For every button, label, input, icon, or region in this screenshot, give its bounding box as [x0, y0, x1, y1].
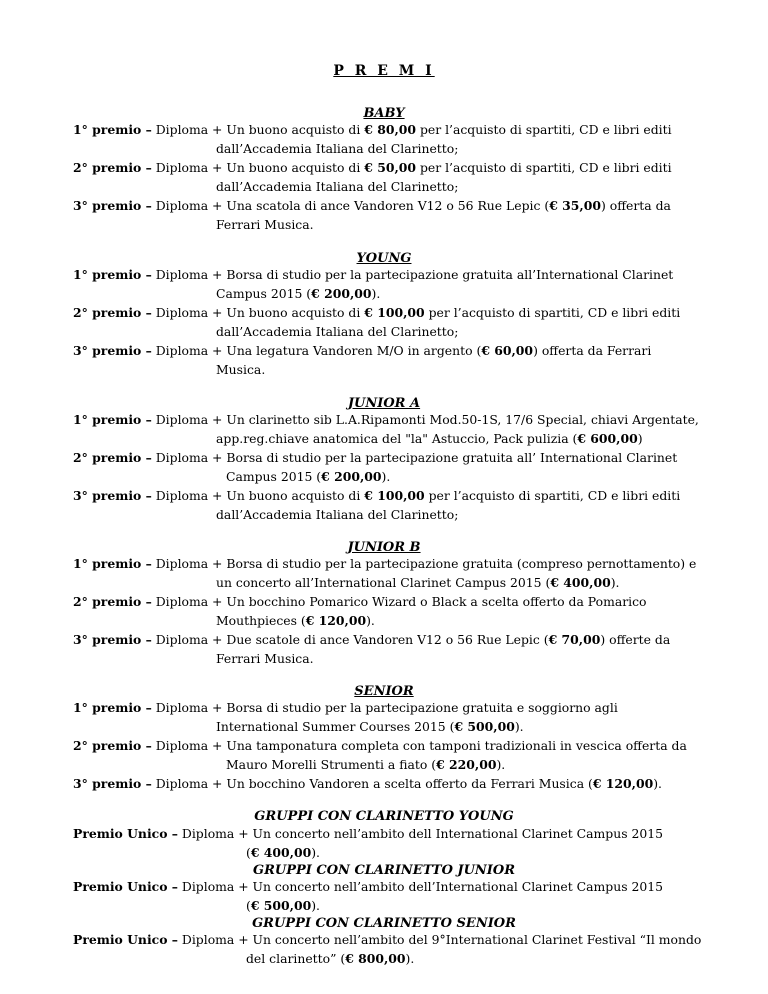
prize-line: 2° premio – Diploma + Un buono acquisto di € 50,00 per l’acquisto di spartiti, CD e libri editi [73, 160, 672, 175]
prize-line-continuation: Campus 2015 (€ 200,00). [216, 286, 381, 301]
prize-line-continuation: Ferrari Musica. [216, 651, 314, 666]
group-prize-line-continuation: del clarinetto” (€ 800,00). [246, 951, 415, 966]
prize-line-continuation: dall’Accademia Italiana del Clarinetto; [216, 324, 459, 339]
prize-line: 2° premio – Diploma + Una tamponatura completa con tamponi tradizionali in vescica offerta da [73, 738, 687, 753]
prize-line-continuation: dall’Accademia Italiana del Clarinetto; [216, 179, 459, 194]
prize-line: 1° premio – Diploma + Un clarinetto sib L.A.Ripamonti Mod.50-1S, 17/6 Special, chiavi Argentate, [73, 412, 699, 427]
section-heading-senior: SENIOR [354, 684, 414, 699]
prize-line: 2° premio – Diploma + Un bocchino Pomarico Wizard o Black a scelta offerto da Pomarico [73, 594, 647, 609]
prize-line: 1° premio – Diploma + Borsa di studio per la partecipazione gratuita e soggiorno agli [73, 700, 618, 715]
prize-line: 1° premio – Diploma + Borsa di studio per la partecipazione gratuita all’International Clarinet [73, 267, 674, 282]
prize-line-continuation: un concerto all’International Clarinet Campus 2015 (€ 400,00). [216, 575, 620, 590]
prize-line-continuation: dall’Accademia Italiana del Clarinetto; [216, 141, 459, 156]
prize-line: 1° premio – Diploma + Un buono acquisto di € 80,00 per l’acquisto di spartiti, CD e libri editi [73, 122, 672, 137]
group-prize-line: Premio Unico – Diploma + Un concerto nell’ambito dell International Clarinet Campus 2015 [73, 826, 664, 841]
group-prize-line: Premio Unico – Diploma + Un concerto nell’ambito del 9°International Clarinet Festival “Il mondo [73, 932, 702, 947]
prize-line: 3° premio – Diploma + Una scatola di ance Vandoren V12 o 56 Rue Lepic (€ 35,00) offerta da [73, 198, 671, 213]
prize-line-continuation: Mauro Morelli Strumenti a fiato (€ 220,00). [226, 757, 506, 772]
prize-line-continuation: International Summer Courses 2015 (€ 500,00). [216, 719, 524, 734]
group-heading-senior: GRUPPI CON CLARINETTO SENIOR [252, 916, 516, 931]
prize-line-continuation: Musica. [216, 362, 266, 377]
group-heading-junior: GRUPPI CON CLARINETTO JUNIOR [252, 863, 516, 878]
prize-line: 2° premio – Diploma + Borsa di studio per la partecipazione gratuita all’ International Clarinet [73, 450, 678, 465]
group-prize-line-continuation: (€ 500,00). [246, 898, 320, 913]
prize-line: 3° premio – Diploma + Un bocchino Vandoren a scelta offerto da Ferrari Musica (€ 120,00). [73, 776, 662, 791]
prize-line: 3° premio – Diploma + Un buono acquisto di € 100,00 per l’acquisto di spartiti, CD e libri editi [73, 488, 681, 503]
prize-line: 3° premio – Diploma + Una legatura Vandoren M/O in argento (€ 60,00) offerta da Ferrari [73, 343, 652, 358]
group-heading-young: GRUPPI CON CLARINETTO YOUNG [254, 809, 514, 824]
prize-line-continuation: Mouthpieces (€ 120,00). [216, 613, 375, 628]
section-heading-young: YOUNG [356, 251, 412, 266]
section-heading-baby: BABY [363, 106, 405, 121]
group-prize-line: Premio Unico – Diploma + Un concerto nell’ambito dell’International Clarinet Campus 2015 [73, 879, 664, 894]
prize-line-continuation: app.reg.chiave anatomica del "la" Astuccio, Pack pulizia (€ 600,00) [216, 431, 643, 446]
prize-line-continuation: Campus 2015 (€ 200,00). [226, 469, 391, 484]
prize-line: 2° premio – Diploma + Un buono acquisto di € 100,00 per l’acquisto di spartiti, CD e libri editi [73, 305, 681, 320]
section-heading-junior-a: JUNIOR A [347, 396, 421, 411]
group-prize-line-continuation: (€ 400,00). [246, 845, 320, 860]
section-heading-junior-b: JUNIOR B [347, 540, 421, 555]
prize-line-continuation: dall’Accademia Italiana del Clarinetto; [216, 507, 459, 522]
prize-line: 1° premio – Diploma + Borsa di studio per la partecipazione gratuita (compreso pernottamento) e [73, 556, 697, 571]
prize-line: 3° premio – Diploma + Due scatole di ance Vandoren V12 o 56 Rue Lepic (€ 70,00) offerte da [73, 632, 671, 647]
prize-line-continuation: Ferrari Musica. [216, 217, 314, 232]
page-title: P R E M I [333, 63, 435, 79]
